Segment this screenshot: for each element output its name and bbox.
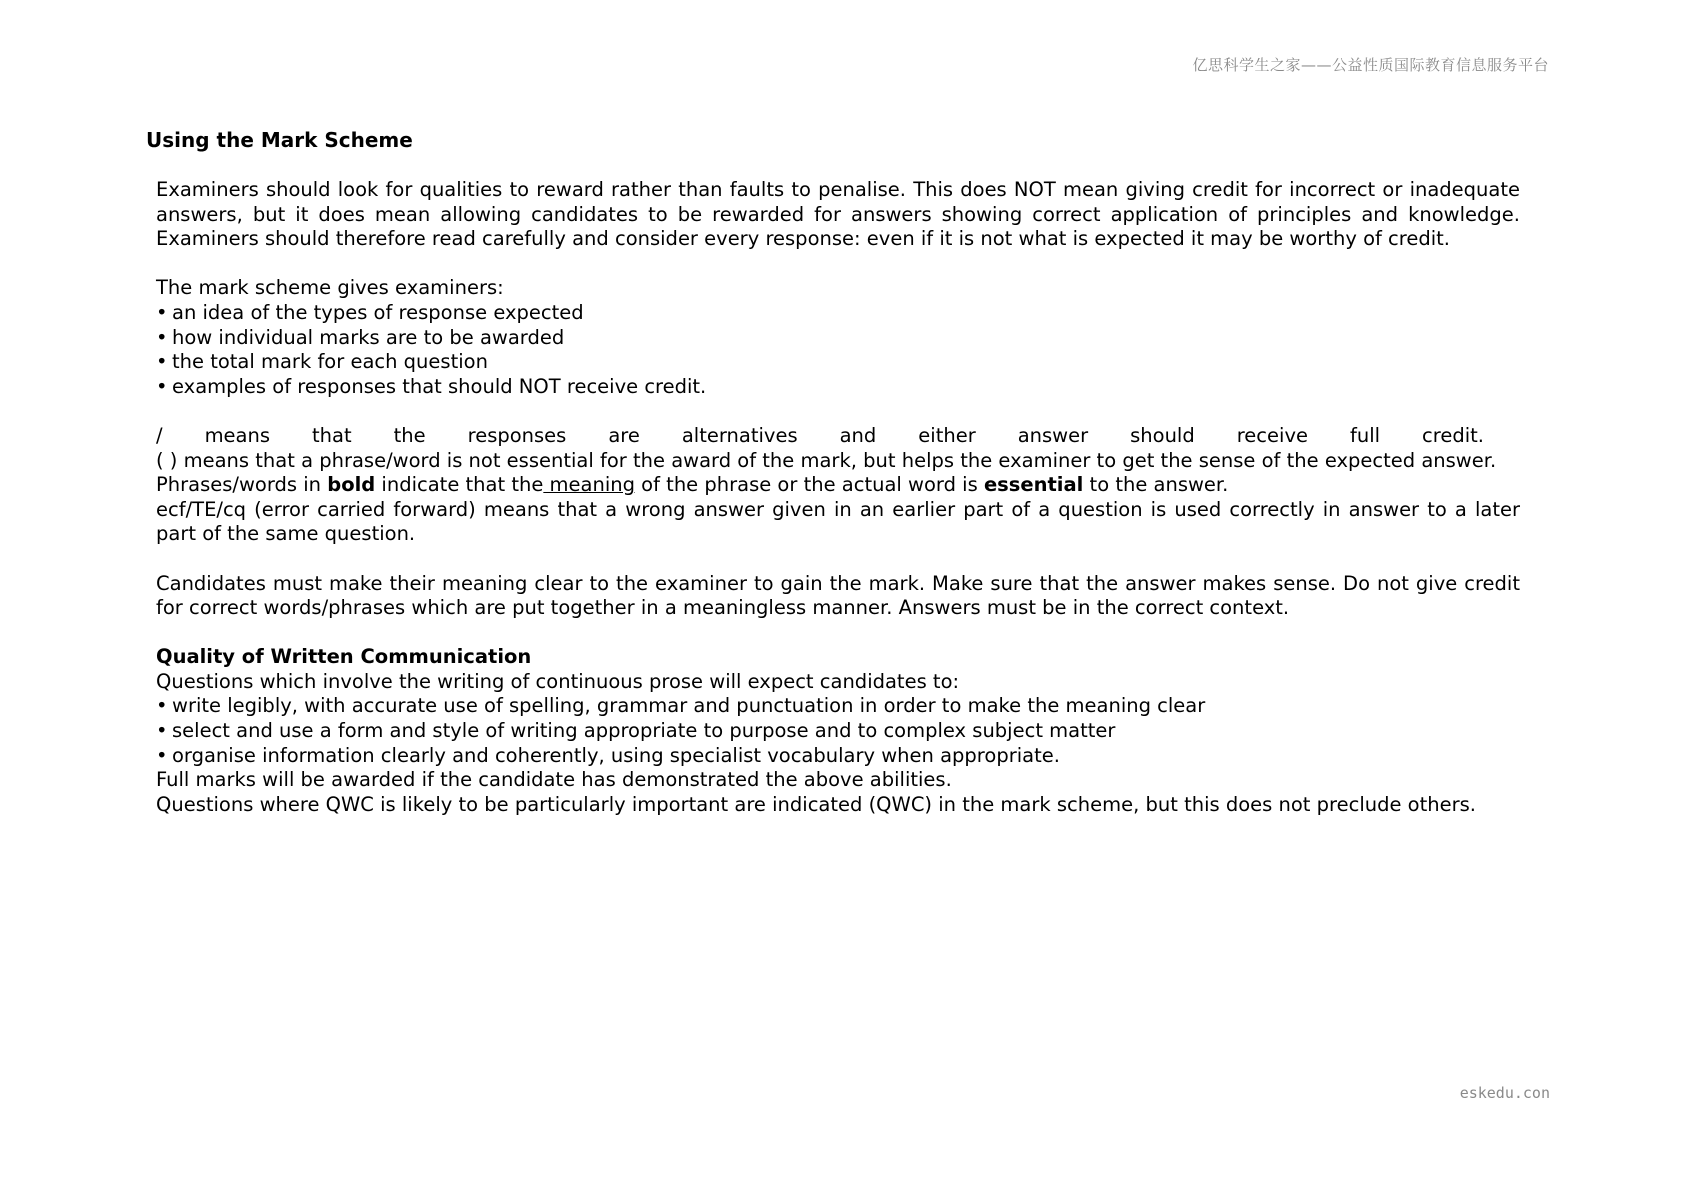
bold-convention bbox=[156, 473, 1520, 498]
qwc-bullet-item: • select and use a form and style of writing appropriate to purpose and to complex subject matter bbox=[156, 719, 1520, 744]
slash-word: that bbox=[312, 423, 352, 447]
gives-bullet-item: • how individual marks are to be awarded bbox=[156, 326, 1520, 351]
slash-word: the bbox=[393, 423, 426, 447]
slash-word: should bbox=[1130, 423, 1195, 447]
slash-word: are bbox=[608, 423, 640, 447]
bold-convention-bold-word: bold bbox=[327, 473, 376, 497]
bold-convention-text: indicate that the bbox=[375, 473, 544, 497]
essential-bold-word: essential bbox=[983, 473, 1084, 497]
header-watermark: 亿思科学生之家——公益性质国际教育信息服务平台 bbox=[1192, 56, 1549, 74]
qwc-lead: Questions which involve the writing of continuous prose will expect candidates to: bbox=[156, 669, 960, 693]
slash-word: means bbox=[204, 423, 271, 447]
spacer bbox=[156, 399, 1520, 424]
bold-convention-text: of the phrase or the actual word is bbox=[634, 473, 984, 497]
gives-lead: The mark scheme gives examiners: bbox=[156, 276, 504, 300]
page-title: Using the Mark Scheme bbox=[146, 128, 413, 152]
main-content bbox=[156, 178, 1520, 817]
slash-word: / bbox=[156, 423, 163, 447]
gives-bullet-item: • the total mark for each question bbox=[156, 350, 1520, 375]
slash-word: answer bbox=[1017, 423, 1089, 447]
qwc-section-title: Quality of Written Communication bbox=[156, 645, 532, 669]
meaning-underlined-word: meaning bbox=[543, 473, 635, 497]
ecf-convention: ecf/TE/cq (error carried forward) means that a wrong answer given in an earlier part of a question is used correctly in answer to a later part of the same question. bbox=[156, 497, 1520, 546]
bold-convention-text: Phrases/words in bbox=[156, 473, 328, 497]
slash-convention-line bbox=[156, 424, 1520, 449]
slash-word: either bbox=[918, 423, 976, 447]
meaning-paragraph: Candidates must make their meaning clear to the examiner to gain the mark. Make sure that the answer makes sense. Do not give credit for correct words/phrases which are put together in a meaningless manner. Answers must be in the correct context. bbox=[156, 571, 1520, 620]
slash-word: alternatives bbox=[681, 423, 798, 447]
spacer bbox=[156, 547, 1520, 572]
gives-bullet-item: • examples of responses that should NOT receive credit. bbox=[156, 375, 1520, 400]
qwc-bullet-item: • organise information clearly and coherently, using specialist vocabulary when appropriate. bbox=[156, 744, 1520, 769]
spacer bbox=[156, 621, 1520, 646]
slash-word: full bbox=[1349, 423, 1381, 447]
qwc-indicated: Questions where QWC is likely to be particularly important are indicated (QWC) in the mark scheme, but this does not preclude others. bbox=[156, 792, 1476, 816]
slash-word: and bbox=[839, 423, 877, 447]
slash-word: receive bbox=[1236, 423, 1308, 447]
intro-paragraph: Examiners should look for qualities to reward rather than faults to penalise. This does NOT mean giving credit for incorrect or inadequate answers, but it does mean allowing candidates to be rewarded for answers showing correct application of principles and knowledge. Examiners should therefore read carefully and consider every response: even if it is not what is expected it may be worthy of credit. bbox=[156, 178, 1520, 251]
footer-watermark: eskedu.con bbox=[1459, 1084, 1550, 1102]
slash-word: responses bbox=[467, 423, 567, 447]
gives-bullet-item: • an idea of the types of response expected bbox=[156, 301, 1520, 326]
slash-word: credit. bbox=[1422, 423, 1484, 447]
bold-convention-text: to the answer. bbox=[1083, 473, 1229, 497]
qwc-full-marks: Full marks will be awarded if the candidate has demonstrated the above abilities. bbox=[156, 768, 952, 792]
spacer bbox=[156, 252, 1520, 277]
qwc-bullet-item: • write legibly, with accurate use of spelling, grammar and punctuation in order to make the meaning clear bbox=[156, 694, 1520, 719]
brackets-convention: ( ) means that a phrase/word is not essential for the award of the mark, but helps the examiner to get the sense of the expected answer. bbox=[156, 448, 1497, 472]
